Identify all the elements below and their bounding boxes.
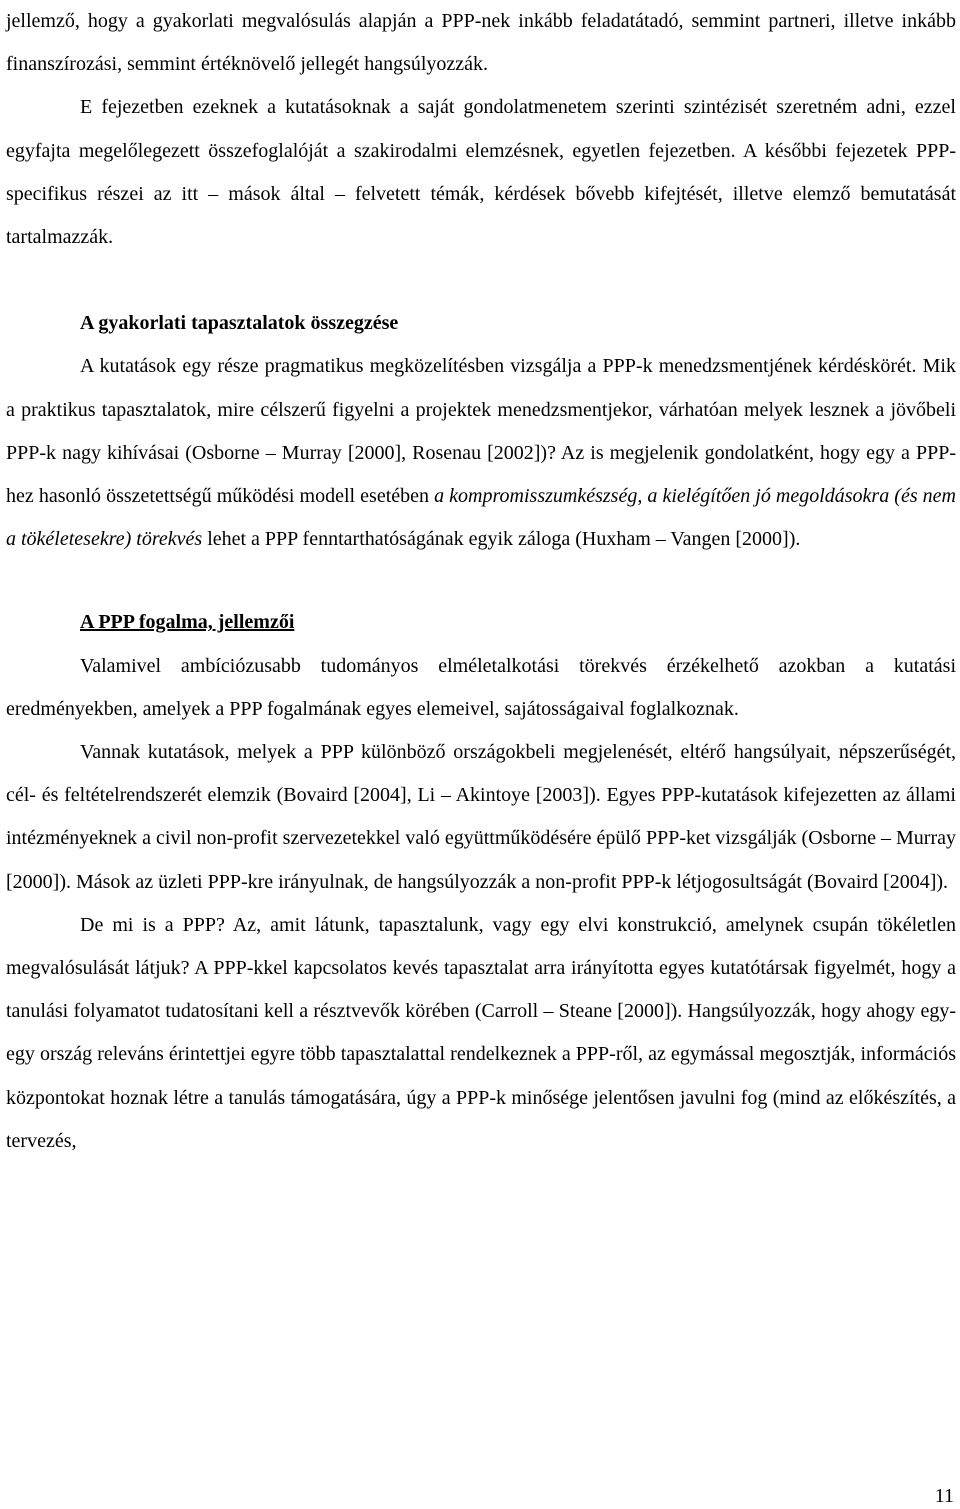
- paragraph-text: lehet a PPP fenntarthatóságának egyik záloga (Huxham – Vangen [2000]).: [202, 528, 801, 551]
- section-heading-practical-experience: A gyakorlati tapasztalatok összegzése: [80, 312, 399, 335]
- paragraph-theory-ambition: Valamivel ambíciózusabb tudományos elméletalkotási törekvés érzékelhető azokban a kutatási eredményekben, amelyek a PPP fogalmának egyes elemeivel, sajátosságaival foglalkoznak.: [6, 654, 956, 720]
- paragraph-chapter-overview: E fejezetben ezeknek a kutatásoknak a saját gondolatmenetem szerinti szintézisét szeretném adni, ezzel egyfajta megelőlegezett összefoglalóját a szakirodalmi elemzésnek, egyetlen fejezetben. A későbbi fejezetek PPP-specifikus részei az itt – mások által – felvetett témák, kérdések bővebb kifejtését, illetve elemző bemutatását tartalmazzák.: [6, 96, 956, 249]
- paragraph-text: A kutatások egy része pragmatikus megközelítésben vizsgálja a PPP-k menedzsmentjének kérdéskörét. Mik a praktikus tapasztalatok, mire célszerű figyelni a projektek menedzsmentjekor, várhatóan melyek lesznek a jövőbeli PPP-k nagy kihívásai (Osborne – Murray [2000], Rosenau [2002])? Az is megjelenik gondolatként, hogy egy a PPP-hez hasonló összetettségű működési modell esetében: [6, 355, 956, 508]
- document-page: [6, 0, 956, 1163]
- paragraph-country-research: Vannak kutatások, melyek a PPP különböző országokbeli megjelenését, eltérő hangsúlyait, népszerűségét, cél- és feltételrendszerét elemzik (Bovaird [2004], Li – Akintoye [2003]). Egyes PPP-kutatások kifejezetten az állami intézményeknek a civil non-profit szervezetekkel való együttműködésére épülő PPP-ket vizsgálják (Osborne – Murray [2000]). Mások az üzleti PPP-kre irányulnak, de hangsúlyozzák a non-profit PPP-k létjogosultságát (Bovaird [2004]).: [6, 741, 956, 893]
- section-heading-ppp-concept: [6, 601, 956, 644]
- paragraph-intro-continuation: jellemző, hogy a gyakorlati megvalósulás alapján a PPP-nek inkább feladatátadó, semmint partneri, illetve inkább finanszírozási, semmint értéknövelő jellegét hangsúlyozzák.: [6, 10, 956, 76]
- section-heading-text: A PPP fogalma, jellemzői: [80, 611, 295, 634]
- paragraph-what-is-ppp: De mi is a PPP? Az, amit látunk, tapasztalunk, vagy egy elvi konstrukció, amelynek csupán tökéletlen megvalósulását látjuk? A PPP-kkel kapcsolatos kevés tapasztalat arra irányította egyes kutatótársak figyelmét, hogy a tanulási folyamatot tudatosítani kell a résztvevők körében (Carroll – Steane [2000]). Hangsúlyozzák, hogy ahogy egy-egy ország releváns érintettjei egyre több tapasztalattal rendelkeznek a PPP-ről, az egymással megosztják, információs központokat hoznak létre a tanulás támogatására, úgy a PPP-k minősége jelentősen javulni fog (mind az előkészítés, a tervezés,: [6, 913, 956, 1152]
- italic-emphasis: a kompromisszumkészség, a kielégítően jó megoldásokra (és nem a tökéletesekre) törekvés: [6, 485, 957, 551]
- page-number: 11: [934, 1485, 954, 1507]
- paragraph-practical-experience: [6, 345, 956, 561]
